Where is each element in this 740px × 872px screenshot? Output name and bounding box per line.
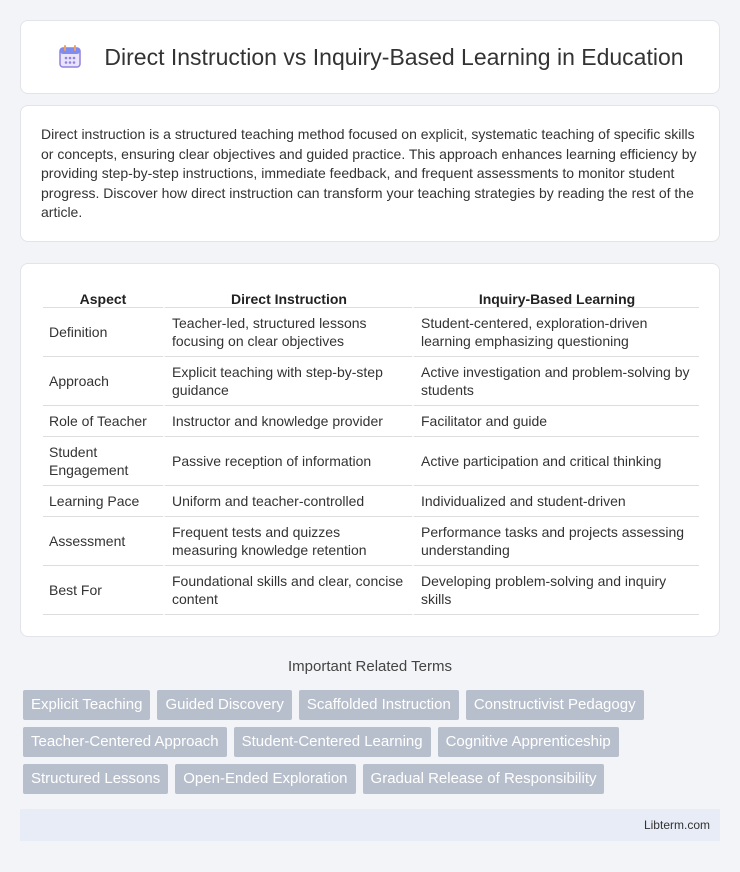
table-cell: Uniform and teacher-controlled <box>163 486 412 517</box>
tag-row <box>23 727 723 757</box>
header-aspect: Aspect <box>43 286 163 308</box>
tag-teacher-centered-approach[interactable]: Teacher-Centered Approach <box>23 727 227 757</box>
table-cell: Frequent tests and quizzes measuring knowledge retention <box>163 517 412 566</box>
calendar-icon <box>56 43 84 71</box>
table-row <box>43 357 699 406</box>
tag-cognitive-apprenticeship[interactable]: Cognitive Apprenticeship <box>438 727 619 757</box>
tag-scaffolded-instruction[interactable]: Scaffolded Instruction <box>299 690 459 720</box>
table-header-row <box>43 286 699 308</box>
page-title: Direct Instruction vs Inquiry-Based Learning in Education <box>104 43 684 70</box>
table-cell: Developing problem-solving and inquiry skills <box>412 566 699 615</box>
table-cell-aspect: Assessment <box>43 517 163 566</box>
table-cell-aspect: Student Engagement <box>43 437 163 486</box>
intro-card <box>20 105 720 242</box>
table-cell-aspect: Role of Teacher <box>43 406 163 437</box>
table-cell: Explicit teaching with step-by-step guidance <box>163 357 412 406</box>
tag-explicit-teaching[interactable]: Explicit Teaching <box>23 690 150 720</box>
footer-site-link[interactable]: Libterm.com <box>643 818 710 832</box>
tag-gradual-release[interactable]: Gradual Release of Responsibility <box>363 764 605 794</box>
table-cell: Individualized and student-driven <box>412 486 699 517</box>
tag-open-ended-exploration[interactable]: Open-Ended Exploration <box>175 764 355 794</box>
table-row <box>43 566 699 615</box>
related-terms-title: Important Related Terms <box>288 658 452 675</box>
table-cell-aspect: Best For <box>43 566 163 615</box>
table-cell-aspect: Learning Pace <box>43 486 163 517</box>
table-cell: Facilitator and guide <box>412 406 699 437</box>
tag-row <box>23 764 723 794</box>
table-cell: Student-centered, exploration-driven learning emphasizing questioning <box>412 308 699 357</box>
table-cell-aspect: Approach <box>43 357 163 406</box>
table-cell: Instructor and knowledge provider <box>163 406 412 437</box>
table-cell: Teacher-led, structured lessons focusing on clear objectives <box>163 308 412 357</box>
table-cell-aspect: Definition <box>43 308 163 357</box>
intro-text: Direct instruction is a structured teaching method focused on explicit, systematic teaching of specific skills or concepts, ensuring clear objectives and guided practice. This approach enhances learning efficiency by providing step-by-step instructions, immediate feedback, and frequent assessments to monitor student progress. Discover how direct instruction can transform your teaching strategies by reading the rest of the article. <box>41 126 697 221</box>
related-terms <box>23 690 723 801</box>
table-cell: Foundational skills and clear, concise content <box>163 566 412 615</box>
tag-guided-discovery[interactable]: Guided Discovery <box>157 690 291 720</box>
table-cell: Active investigation and problem-solving by students <box>412 357 699 406</box>
comparison-table-card <box>20 263 720 637</box>
table-row <box>43 308 699 357</box>
header-inquiry-based-learning: Inquiry-Based Learning <box>412 286 699 308</box>
tag-constructivist-pedagogy[interactable]: Constructivist Pedagogy <box>466 690 644 720</box>
header-direct-instruction: Direct Instruction <box>163 286 412 308</box>
comparison-table <box>43 286 699 615</box>
tag-structured-lessons[interactable]: Structured Lessons <box>23 764 168 794</box>
table-cell: Active participation and critical thinking <box>412 437 699 486</box>
table-row <box>43 517 699 566</box>
table-cell: Passive reception of information <box>163 437 412 486</box>
title-card <box>20 20 720 94</box>
table-row <box>43 406 699 437</box>
table-row <box>43 437 699 486</box>
tag-row <box>23 690 723 720</box>
table-row <box>43 486 699 517</box>
tag-student-centered-learning[interactable]: Student-Centered Learning <box>234 727 431 757</box>
table-cell: Performance tasks and projects assessing understanding <box>412 517 699 566</box>
footer <box>20 809 720 841</box>
